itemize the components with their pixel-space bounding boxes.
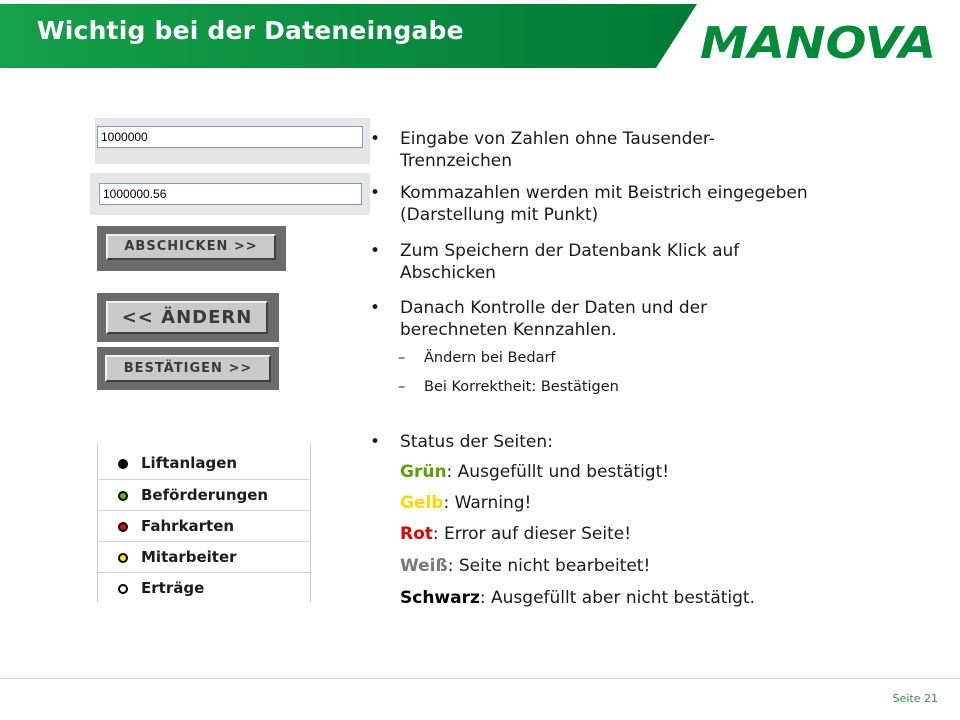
status-label: Liftanlagen <box>141 454 238 472</box>
status-legend-black <box>400 587 800 609</box>
bullet-dot-icon: • <box>370 129 381 149</box>
page-title: Wichtig bei der Dateneingabe <box>37 16 464 45</box>
submit-button[interactable]: ABSCHICKEN >> <box>106 234 276 260</box>
sub-bullet-text: Bei Korrektheit: Bestätigen <box>424 379 619 395</box>
status-desc: : Warning! <box>443 493 532 513</box>
change-button[interactable]: << ÄNDERN <box>106 301 268 334</box>
bullet-dot-icon: • <box>370 432 381 452</box>
submit-button-panel <box>97 226 286 271</box>
status-word-black: Schwarz <box>400 588 480 608</box>
status-dot-red-icon <box>118 522 128 532</box>
bullet-text: Eingabe von Zahlen ohne Tausender-Trennzeichen <box>400 129 715 171</box>
status-desc: : Ausgefüllt aber nicht bestätigt. <box>479 588 755 608</box>
status-word-white: Weiß <box>400 556 448 576</box>
bullet-dot-icon: • <box>370 298 381 318</box>
decimal-input-example[interactable]: 1000000.56 <box>99 183 362 205</box>
status-row-mitarbeiter[interactable] <box>98 541 310 572</box>
bullet-text: Kommazahlen werden mit Beistrich eingegeben (Darstellung mit Punkt) <box>400 183 808 225</box>
status-word-red: Rot <box>400 524 433 544</box>
confirm-button-panel <box>97 347 279 390</box>
status-dot-yellow-icon <box>118 553 128 563</box>
status-legend-yellow <box>400 492 531 514</box>
confirm-button[interactable]: BESTÄTIGEN >> <box>105 355 271 382</box>
logo-text: MANOVA <box>700 20 936 62</box>
bullet-text: Danach Kontrolle der Daten und der berechneten Kennzahlen. <box>400 298 708 340</box>
header-bar <box>0 0 960 70</box>
status-word-yellow: Gelb <box>400 493 444 513</box>
number-input-example[interactable]: 1000000 <box>97 126 363 148</box>
status-dot-green-icon <box>118 491 128 501</box>
status-row-ertraege[interactable] <box>98 572 310 603</box>
bullet-text: Zum Speichern der Datenbank Klick auf Abschicken <box>400 241 740 283</box>
status-legend-red <box>400 523 631 545</box>
footer-divider <box>0 678 960 679</box>
status-legend-white <box>400 555 650 577</box>
status-label: Mitarbeiter <box>141 548 237 566</box>
bullet-dot-icon: • <box>370 241 381 261</box>
status-row-befoerderungen[interactable] <box>98 479 310 510</box>
sub-bullet-text: Ändern bei Bedarf <box>424 350 556 366</box>
status-label: Beförderungen <box>141 486 269 504</box>
status-dot-black-icon <box>118 459 128 469</box>
status-label: Erträge <box>141 579 205 597</box>
status-desc: : Error auf dieser Seite! <box>432 524 632 544</box>
decimal-input-example-panel <box>90 173 370 215</box>
status-dot-white-icon <box>118 584 128 594</box>
bullet-dot-icon: • <box>370 183 381 203</box>
page-number: Seite 21 <box>892 692 938 705</box>
status-row-liftanlagen[interactable] <box>98 448 310 479</box>
sub-bullet-dash: – <box>398 379 406 395</box>
status-word-green: Grün <box>400 462 447 482</box>
bullet-text: Status der Seiten: <box>400 432 553 452</box>
page-status-list <box>97 444 311 602</box>
status-legend-green <box>400 461 669 483</box>
status-desc: : Seite nicht bearbeitet! <box>447 556 651 576</box>
sub-bullet-dash: – <box>398 350 406 366</box>
change-button-panel <box>97 293 279 342</box>
number-input-example-panel <box>95 118 370 164</box>
status-row-fahrkarten[interactable] <box>98 510 310 541</box>
status-desc: : Ausgefüllt und bestätigt! <box>446 462 670 482</box>
status-label: Fahrkarten <box>141 517 235 535</box>
